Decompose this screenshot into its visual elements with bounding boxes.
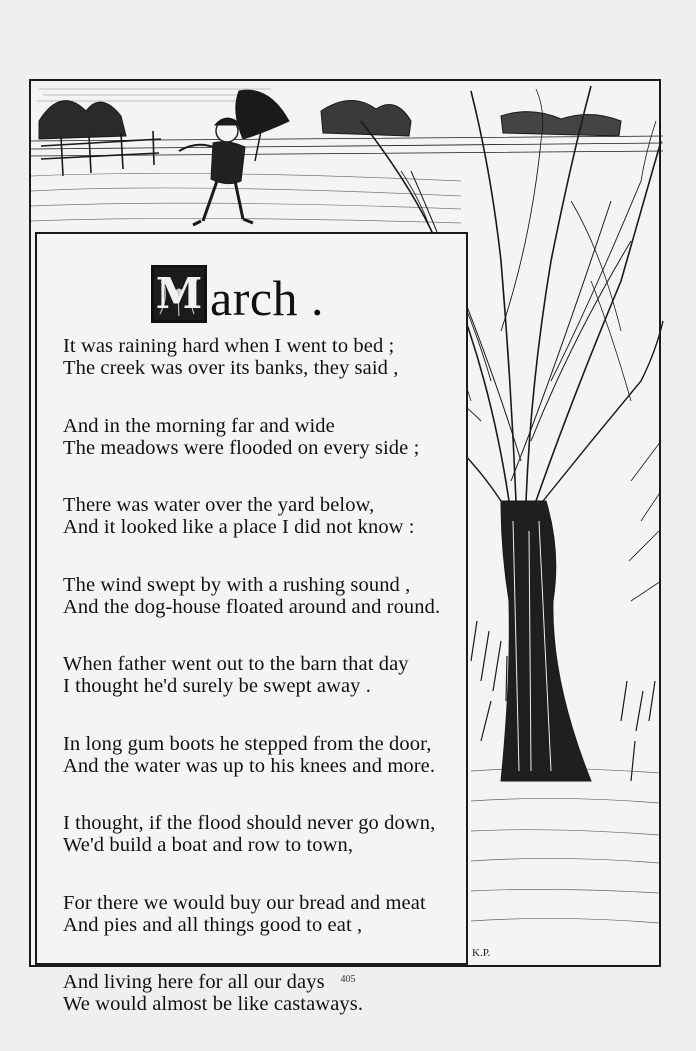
poem-line: And living here for all our days [63,971,325,993]
stanza [63,733,468,777]
poem-line: And it looked like a place I did not know : [63,516,415,538]
page-number: 405 [340,974,356,985]
illuminated-drop-cap [151,265,207,323]
poem-line: We'd build a boat and row to town, [63,834,354,856]
stanza [63,812,468,856]
stanza [63,574,468,618]
stanza [63,494,468,538]
poem-line: For there we would buy our bread and meat [63,891,426,914]
poem-line: I thought he'd surely be swept away . [63,675,371,697]
poem-line: We would almost be like castaways. [63,993,364,1015]
stanza [63,892,468,936]
title-text: arch . [210,270,325,326]
poem-line: And in the morning far and wide [63,414,335,437]
poem-line: And the water was up to his knees and more. [63,754,436,777]
stanza [63,415,468,459]
poem-title [151,261,325,326]
artist-signature: K.P. [472,947,491,959]
poem-line: There was water over the yard below, [63,494,375,516]
poem-line: The creek was over its banks, they said , [63,357,399,379]
poem-line: It was raining hard when I went to bed ; [63,335,395,357]
poem-line: The meadows were flooded on every side ; [63,436,420,459]
poem-line: And pies and all things good to eat , [63,913,363,936]
poem-line: When father went out to the barn that day [63,653,409,675]
drop-cap-letter: M [155,269,203,318]
poem-line: The wind swept by with a rushing sound , [63,573,411,596]
stanza [63,335,468,379]
stanza [63,653,468,697]
poem-body [63,335,468,1051]
poem-line: And the dog-house floated around and round. [63,595,441,618]
poem-line: I thought, if the flood should never go down, [63,812,436,834]
poem-line: In long gum boots he stepped from the door, [63,732,432,755]
